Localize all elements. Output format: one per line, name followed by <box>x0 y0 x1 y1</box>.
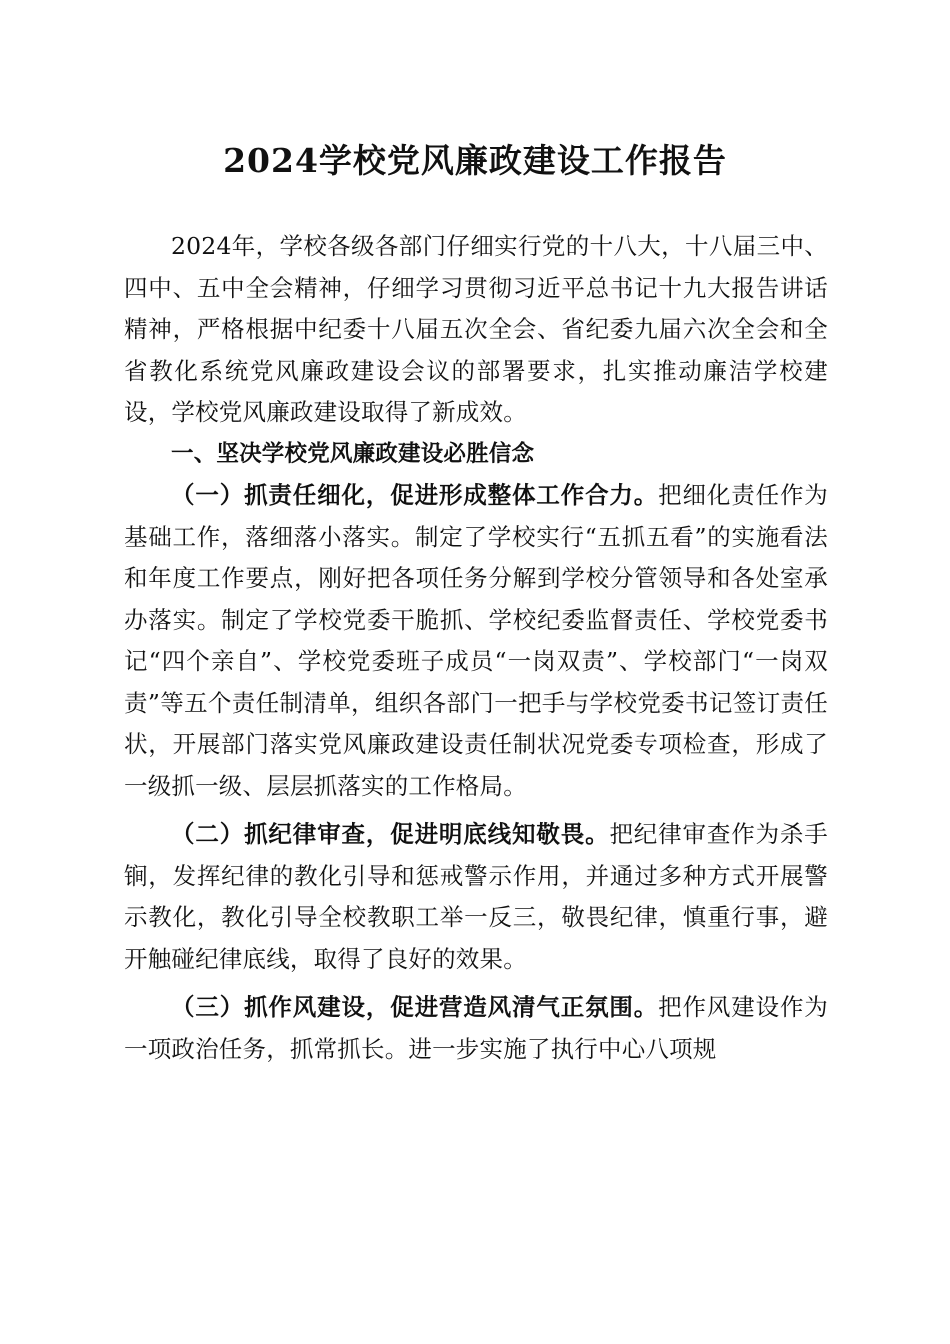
intro-paragraph: 2024年，学校各级各部门仔细实行党的十八大，十八届三中、四中、五中全会精神，仔细学习贯彻习近平总书记十九大报告讲话精神，严格根据中纪委十八届五次全会、省纪委九届六次全会和全省教化系统党风廉政建设会议的部署要求，扎实推动廉洁学校建设，学校党风廉政建设取得了新成效。 <box>124 232 828 426</box>
document-title: 2024学校党风廉政建设工作报告 <box>223 141 727 180</box>
subsection-paragraph-1 <box>124 475 828 807</box>
subsection-lead-1: （一）抓责任细化，促进形成整体工作合力。 <box>171 481 659 509</box>
subsection-lead-2: （二）抓纪律审查，促进明底线知敬畏。 <box>171 820 610 848</box>
subsection-paragraph-2 <box>124 814 828 980</box>
document-body <box>124 226 828 1070</box>
subsection-paragraph-3 <box>124 987 828 1070</box>
subsection-lead-3: （三）抓作风建设，促进营造风清气正氛围。 <box>171 993 659 1021</box>
subsection-text-3: 把作风建设作为一项政治任务，抓常抓长。进一步实施了执行中心八项规 <box>124 993 829 1063</box>
section-heading-1: 一、坚决学校党风廉政建设必胜信念 <box>171 440 535 467</box>
subsection-text-2: 把纪律审查作为杀手锏，发挥纪律的教化引导和惩戒警示作用，并通过多种方式开展警示教化，教化引导全校教职工举一反三，敬畏纪律，慎重行事，避开触碰纪律底线，取得了良好的效果。 <box>124 820 828 973</box>
subsection-text-1: 把细化责任作为基础工作，落细落小落实。制定了学校实行“五抓五看”的实施看法和年度工作要点，刚好把各项任务分解到学校分管领导和各处室承办落实。制定了学校党委干脆抓、学校纪委监督责任、学校党委书记“四个亲自”、学校党委班子成员“一岗双责”、学校部门“一岗双责”等五个责任制清单，组织各部门一把手与学校党委书记签订责任状，开展部门落实党风廉政建设责任制状况党委专项检查，形成了一级抓一级、层层抓落实的工作格局。 <box>124 481 829 800</box>
